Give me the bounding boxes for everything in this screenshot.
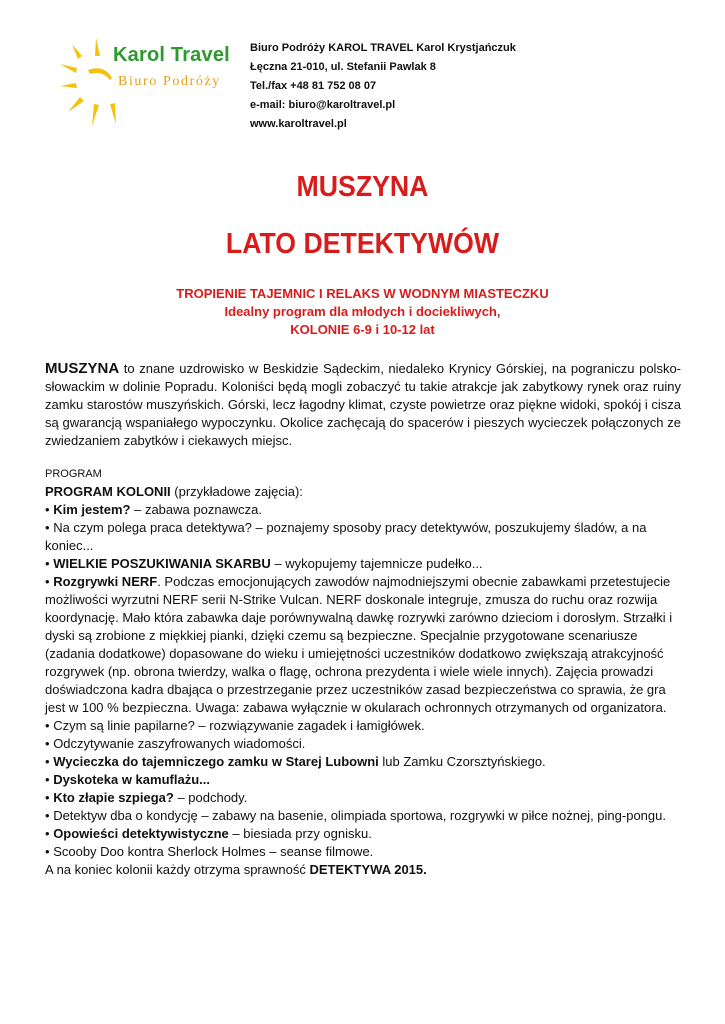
- closing-bold: DETEKTYWA 2015.: [309, 862, 427, 877]
- intro-text: to znane uzdrowisko w Beskidzie Sądeckim, niedaleko Krynicy Górskiej, na pograniczu polsko-słowackim w dolinie Popradu. Koloniści będą mogli zobaczyć tu takie atrakcje jak zabytkowy rynek oraz ruiny zamku starostów muszyńskich. Górski, lecz łagodny klimat, czyste powietrze oraz piękne widoki, spokój i cisza są gwarancją wspaniałego wypoczynku. Okolice zachęcają do spacerów i pieszych wycieczek połączonych ze zwiedzaniem zabytków i ciekawych miejsc.: [45, 361, 681, 448]
- list-item-bold: Rozgrywki NERF: [53, 574, 158, 589]
- list-item: [45, 573, 681, 717]
- subtitle-line: KOLONIE 6-9 i 10-12 lat: [290, 322, 435, 337]
- closing-text: A na koniec kolonii każdy otrzyma sprawność: [45, 862, 310, 877]
- list-item-text: . Podczas emocjonujących zawodów najmodniejszymi obecnie zabawkami przetestujecie możliwości wyrzutni NERF serii N-Strike Vulcan. NERF doskonale integruje, zmusza do ruchu oraz rozwija koordynację. Mało która zabawka daje porównywalną dawkę rozrywki zarówno dzieciom i dorosłym. Strzałki i dyski są zrobione z miękkiej pianki, dzięki czemu są bezpieczne. Specjalnie przygotowane scenariusze (zadania dodatkowe) dopasowane do wieku i umiejętności uczestników dodatkowo zwiększają atrakcyjność rozgrywek (np. obrona twierdzy, walka o flagę, ochrona prezydenta i wiele wiele innych). Zajęcia prowadzi doświadczona kadra dbająca o przestrzeganie przez uczestników zasad bezpieczeństwa co sprawia, że gra jest w 100 % bezpieczna. Uwaga: zabawa wyłącznie w okularach ochronnych otrzymanych od organizatora.: [45, 574, 673, 715]
- list-item-text: – zabawa poznawcza.: [130, 502, 263, 517]
- closing-line: [45, 861, 681, 879]
- list-item: [45, 771, 681, 789]
- subtitle: [0, 285, 725, 339]
- logo-title: Karol Travel: [113, 44, 230, 66]
- list-item: [45, 825, 681, 843]
- company-logo: [58, 34, 228, 129]
- intro-lead: MUSZYNA: [45, 360, 120, 377]
- program-heading: [45, 483, 681, 501]
- list-item: [45, 519, 681, 555]
- list-item-text: – biesiada przy ognisku.: [228, 826, 372, 841]
- list-item-bold: Dyskoteka w kamuflażu...: [53, 772, 210, 787]
- program-heading-bold: PROGRAM KOLONII: [45, 484, 171, 499]
- intro-paragraph: [45, 360, 681, 450]
- list-item-bold: Kim jestem?: [53, 502, 131, 517]
- list-item-text: lub Zamku Czorsztyńskiego.: [378, 754, 546, 769]
- list-item-text: Scooby Doo kontra Sherlock Holmes – seanse filmowe.: [53, 844, 374, 859]
- bullet: •: [45, 556, 50, 571]
- website-link[interactable]: www.karoltravel.pl: [250, 118, 347, 130]
- bullet: •: [45, 574, 50, 589]
- list-item: [45, 717, 681, 735]
- list-item: [45, 501, 681, 519]
- contact-block: [250, 39, 516, 134]
- main-content: [45, 360, 681, 879]
- bullet: •: [45, 718, 50, 733]
- bullet: •: [45, 772, 50, 787]
- list-item: [45, 807, 681, 825]
- list-item: [45, 789, 681, 807]
- list-item-bold: WIELKIE POSZUKIWANIA SKARBU: [53, 556, 271, 571]
- list-item-text: – podchody.: [173, 790, 248, 805]
- bullet: •: [45, 754, 50, 769]
- bullet: •: [45, 826, 50, 841]
- company-name: Biuro Podróży KAROL TRAVEL Karol Krystjańczuk: [250, 42, 516, 54]
- program-list: [45, 501, 681, 861]
- bullet: •: [45, 790, 50, 805]
- subtitle-line: Idealny program dla młodych i dociekliwych,: [224, 304, 501, 319]
- address: Łęczna 21-010, ul. Stefanii Pawlak 8: [250, 61, 436, 73]
- list-item: [45, 555, 681, 573]
- secondary-title: LATO DETEKTYWÓW: [225, 228, 500, 260]
- program-heading-rest: (przykładowe zajęcia):: [170, 484, 303, 499]
- subtitle-line: TROPIENIE TAJEMNIC I RELAKS W WODNYM MIASTECZKU: [176, 286, 549, 301]
- list-item: [45, 843, 681, 861]
- bullet: •: [45, 844, 50, 859]
- list-item: [45, 753, 681, 771]
- list-item-bold: Wycieczka do tajemniczego zamku w Starej Lubowni: [53, 754, 379, 769]
- list-item-bold: Opowieści detektywistyczne: [53, 826, 229, 841]
- main-title: MUSZYNA: [296, 171, 429, 203]
- bullet: •: [45, 502, 50, 517]
- bullet: •: [45, 520, 50, 535]
- header: [58, 34, 678, 134]
- list-item-text: Na czym polega praca detektywa? – poznajemy sposoby pracy detektywów, poszukujemy śladów, a na koniec...: [45, 520, 647, 553]
- list-item-text: Odczytywanie zaszyfrowanych wiadomości.: [53, 736, 306, 751]
- list-item-bold: Kto złapie szpiega?: [53, 790, 174, 805]
- list-item-text: Detektyw dba o kondycję – zabawy na basenie, olimpiada sportowa, rozgrywki w piłce nożnej, ping-pongu.: [53, 808, 666, 823]
- list-item: [45, 735, 681, 753]
- list-item-text: – wykopujemy tajemnicze pudełko...: [270, 556, 483, 571]
- bullet: •: [45, 808, 50, 823]
- bullet: •: [45, 736, 50, 751]
- logo-subtitle: Biuro Podróży: [118, 74, 221, 89]
- email-link[interactable]: e-mail: biuro@karoltravel.pl: [250, 99, 396, 111]
- program-label: PROGRAM: [45, 468, 102, 480]
- list-item-text: Czym są linie papilarne? – rozwiązywanie zagadek i łamigłówek.: [53, 718, 425, 733]
- phone: Tel./fax +48 81 752 08 07: [250, 80, 377, 92]
